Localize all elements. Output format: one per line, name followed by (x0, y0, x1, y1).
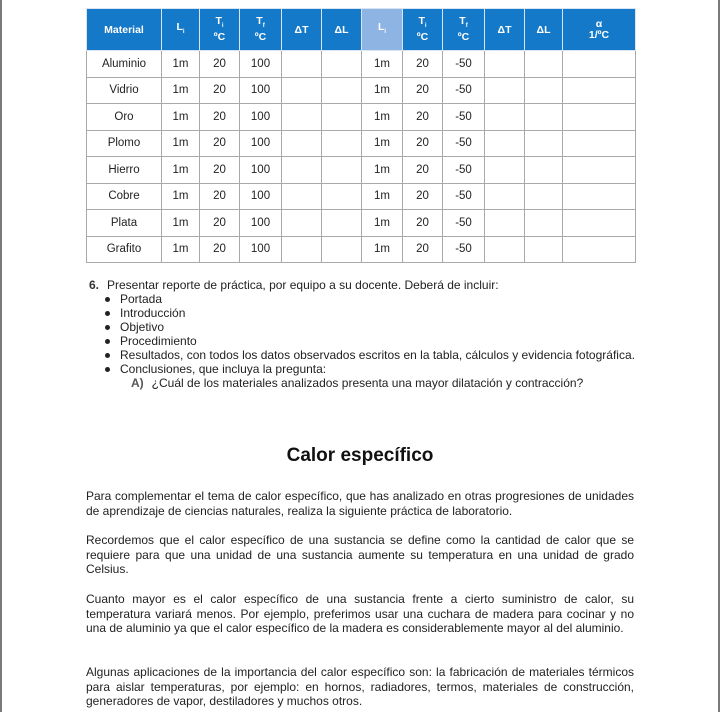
table-cell: 20 (200, 183, 240, 210)
table-cell: Cobre (87, 183, 162, 210)
table-cell: Aluminio (87, 51, 162, 78)
paragraph-applications: Algunas aplicaciones de la importancia del calor específico son: la fabricación de materiales térmicos para aislar temperaturas, por ejemplo: en hornos, radiadores, termos, materiales de construcción, generadores de vapor, destiladores y muchos otros. (86, 665, 634, 708)
table-cell: 1m (362, 51, 403, 78)
table-row (87, 183, 636, 210)
empty-cell (485, 157, 525, 184)
list-item: Resultados, con todos los datos observados escritos en la tabla, cálculos y evidencia fotográfica. (103, 348, 637, 362)
empty-cell (322, 157, 362, 184)
table-cell: 1m (362, 210, 403, 237)
empty-cell (525, 236, 563, 263)
empty-cell (485, 51, 525, 78)
empty-cell (282, 77, 322, 104)
table-cell: 20 (200, 77, 240, 104)
table-cell: Grafito (87, 236, 162, 263)
empty-cell (485, 130, 525, 157)
table-cell: -50 (443, 104, 485, 131)
header-cell: α 1/ºC (563, 9, 636, 51)
table-row (87, 210, 636, 237)
empty-cell (525, 77, 563, 104)
empty-cell (525, 130, 563, 157)
empty-cell (563, 210, 636, 237)
table-cell: 20 (403, 51, 443, 78)
empty-cell (322, 183, 362, 210)
empty-cell (282, 130, 322, 157)
table-cell: 1m (162, 157, 200, 184)
empty-cell (322, 51, 362, 78)
paragraph-intro: Para complementar el tema de calor específico, que has analizado en otras progresiones de unidades de aprendizaje de ciencias naturales, realiza la siguiente práctica de laboratorio. (86, 489, 634, 518)
table-cell: -50 (443, 236, 485, 263)
table-cell: 100 (240, 104, 282, 131)
table-row (87, 51, 636, 78)
table-cell: 20 (403, 210, 443, 237)
paragraph-definition: Recordemos que el calor específico de una sustancia se define como la cantidad de calor que se requiere para que una unidad de una sustancia aumente su temperatura en una unidad de grado Celsius. (86, 533, 634, 576)
table-cell: 1m (162, 236, 200, 263)
empty-cell (525, 104, 563, 131)
table-cell: 1m (362, 104, 403, 131)
question-label: A) (131, 376, 144, 390)
empty-cell (485, 210, 525, 237)
table-cell: 20 (200, 236, 240, 263)
header-cell: $T_f$ ºC (240, 9, 282, 51)
table-row (87, 236, 636, 263)
table-cell: Plata (87, 210, 162, 237)
table-cell: 1m (162, 210, 200, 237)
empty-cell (485, 236, 525, 263)
table-cell: Hierro (87, 157, 162, 184)
empty-cell (563, 157, 636, 184)
section-title: Calor específico (286, 445, 434, 466)
header-cell: $T_f$ ºC (443, 9, 485, 51)
table-cell: 20 (403, 236, 443, 263)
empty-cell (282, 157, 322, 184)
table-cell: 1m (162, 77, 200, 104)
table-cell: 100 (240, 51, 282, 78)
empty-cell (525, 157, 563, 184)
table-cell: 1m (362, 77, 403, 104)
table-cell: 1m (362, 157, 403, 184)
header-cell: ΔT (282, 9, 322, 51)
empty-cell (322, 210, 362, 237)
table-cell: 20 (200, 157, 240, 184)
empty-cell (563, 104, 636, 131)
table-cell: 1m (362, 183, 403, 210)
empty-cell (282, 236, 322, 263)
table-cell: 100 (240, 77, 282, 104)
header-cell: $L_i$ (162, 9, 200, 51)
empty-cell (485, 77, 525, 104)
table-cell: 1m (362, 130, 403, 157)
table-cell: 100 (240, 183, 282, 210)
table-cell: 20 (403, 183, 443, 210)
table-cell: -50 (443, 130, 485, 157)
empty-cell (563, 77, 636, 104)
table-cell: 20 (200, 104, 240, 131)
table-cell: 20 (403, 130, 443, 157)
sub-question (89, 376, 637, 390)
table-cell: -50 (443, 157, 485, 184)
table-cell: 100 (240, 157, 282, 184)
table-row (87, 130, 636, 157)
table-cell: Vidrio (87, 77, 162, 104)
empty-cell (282, 104, 322, 131)
header-cell: $T_i$ ºC (200, 9, 240, 51)
empty-cell (282, 183, 322, 210)
table-cell: 1m (162, 183, 200, 210)
table-row (87, 157, 636, 184)
header-cell: $L_i$ (362, 9, 403, 51)
empty-cell (322, 130, 362, 157)
list-item: Procedimiento (103, 334, 637, 348)
table-cell: 100 (240, 210, 282, 237)
list-item: Portada (103, 292, 637, 306)
empty-cell (322, 77, 362, 104)
table-cell: 100 (240, 236, 282, 263)
empty-cell (485, 183, 525, 210)
list-item: Objetivo (103, 320, 637, 334)
table-cell: 1m (162, 130, 200, 157)
table-cell: Oro (87, 104, 162, 131)
page-edge-left (0, 0, 2, 712)
empty-cell (525, 183, 563, 210)
table-cell: -50 (443, 210, 485, 237)
table-cell: -50 (443, 183, 485, 210)
table-cell: 1m (162, 104, 200, 131)
empty-cell (322, 236, 362, 263)
table-cell: 20 (403, 77, 443, 104)
header-cell: Material (87, 9, 162, 51)
item-6-text: Presentar reporte de práctica, por equipo a su docente. Deberá de incluir: (107, 278, 499, 292)
empty-cell (322, 104, 362, 131)
item-6-line (89, 278, 637, 292)
table-cell: 20 (200, 130, 240, 157)
empty-cell (282, 210, 322, 237)
empty-cell (563, 183, 636, 210)
table-cell: -50 (443, 51, 485, 78)
table-cell: 1m (362, 236, 403, 263)
table-header-row (87, 9, 636, 51)
empty-cell (525, 51, 563, 78)
empty-cell (563, 236, 636, 263)
table-cell: 100 (240, 130, 282, 157)
table-cell: 1m (162, 51, 200, 78)
table-cell: 20 (200, 210, 240, 237)
table-cell: 20 (200, 51, 240, 78)
dilation-data-table (86, 8, 636, 263)
paragraph-example: Cuanto mayor es el calor específico de una sustancia frente a cierto suministro de calor, su temperatura variará menos. Por ejemplo, preferimos usar una cuchara de madera para cocinar y no una de aluminio ya que el calor específico de la madera es considerablemente mayor al del aluminio. (86, 592, 634, 635)
table-cell: 20 (403, 157, 443, 184)
table-cell: 20 (403, 104, 443, 131)
empty-cell (485, 104, 525, 131)
table-body (87, 51, 636, 263)
empty-cell (525, 210, 563, 237)
item-number: 6. (89, 278, 100, 292)
empty-cell (563, 130, 636, 157)
header-cell: $T_i$ ºC (403, 9, 443, 51)
empty-cell (563, 51, 636, 78)
table-cell: -50 (443, 77, 485, 104)
list-item: Conclusiones, que incluya la pregunta: (103, 362, 637, 376)
list-item: Introducción (103, 306, 637, 320)
header-cell: ΔL (322, 9, 362, 51)
header-cell: ΔL (525, 9, 563, 51)
table-row (87, 77, 636, 104)
table-row (87, 104, 636, 131)
header-cell: ΔT (485, 9, 525, 51)
question-text: ¿Cuál de los materiales analizados presenta una mayor dilatación y contracción? (151, 376, 584, 390)
report-contents-list (89, 292, 637, 376)
empty-cell (282, 51, 322, 78)
table-cell: Plomo (87, 130, 162, 157)
instruction-item-6 (89, 278, 637, 390)
